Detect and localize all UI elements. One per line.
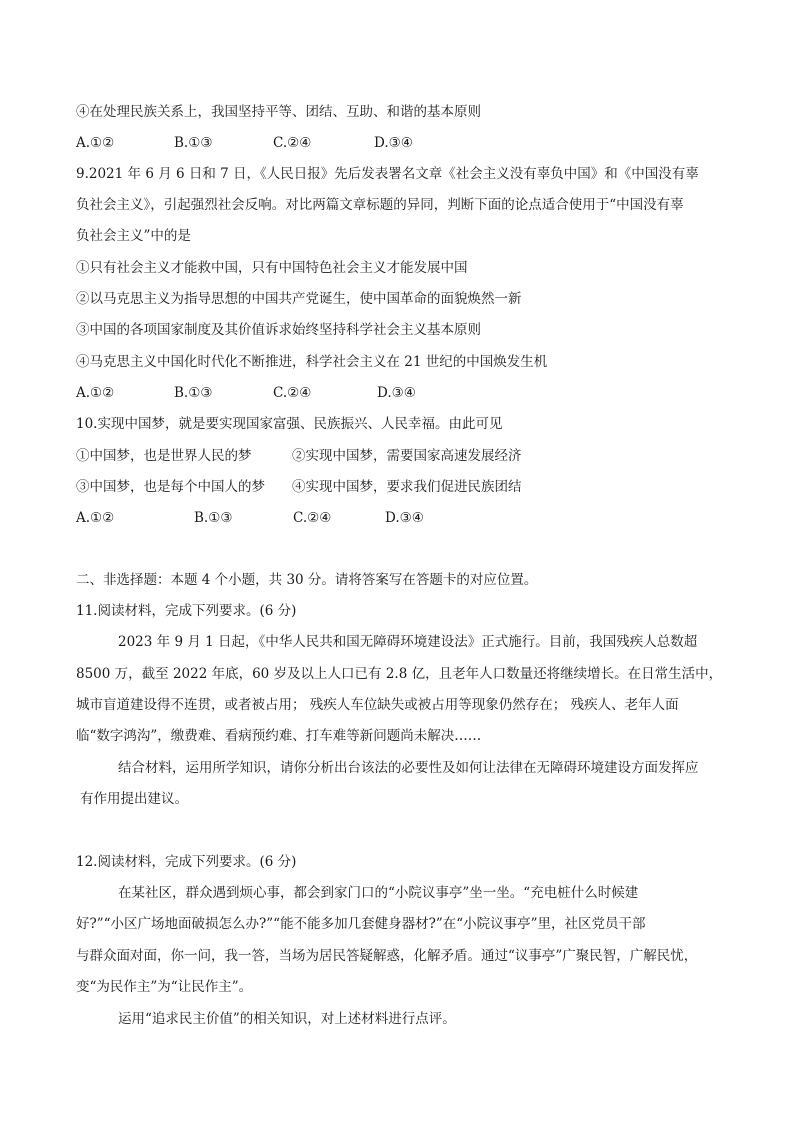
q8-item-4: ④在处理民族关系上，我国坚持平等、团结、互助、和谐的基本原则: [76, 104, 481, 120]
q10-options: [76, 508, 424, 528]
q8-options: [76, 133, 413, 153]
q10-items-row-1: [76, 446, 522, 466]
q9-item-1: ①只有社会主义才能救中国，只有中国特色社会主义才能发展中国: [76, 260, 468, 276]
q10-option-c: C.②④: [293, 510, 332, 526]
q12-material-line-3: 与群众面对面，你一问，我一答，当场为居民答疑解惑，化解矛盾。通过“议事亭”广聚民智，广解民忧，: [76, 948, 698, 964]
q10-items-row-2: [76, 477, 522, 497]
q9-stem-line-3: 负社会主义”中的是: [76, 228, 191, 244]
q10-option-a: A.①②: [76, 510, 115, 526]
q11-title: 11.阅读材料，完成下列要求。(6 分): [76, 603, 297, 619]
q9-stem-line-1: 9.2021 年 6 月 6 日和 7 日，《人民日报》先后发表署名文章《社会主义没有辜负中国》和《中国没有辜: [76, 166, 699, 182]
q12-material-line-1: 在某社区，群众遇到烦心事，都会到家门口的“小院议事亭”坐一坐。“充电桩什么时候建: [118, 885, 639, 901]
q9-option-a: A.①②: [76, 385, 115, 401]
q10-item-2: ②实现中国梦，需要国家高速发展经济: [292, 448, 522, 464]
q9-option-c: C.②④: [273, 385, 312, 401]
q12-task: 运用“追求民主价值”的相关知识，对上述材料进行点评。: [118, 1011, 456, 1027]
q11-material-line-4: 临“数字鸿沟”，缴费难、看病预约难、打车难等新问题尚未解决……: [76, 728, 482, 744]
q8-option-d: D.③④: [374, 135, 413, 151]
section-2-heading: 二、非选择题：本题 4 个小题，共 30 分。请将答案写在答题卡的对应位置。: [76, 572, 538, 588]
q9-stem-line-2: 负社会主义》，引起强烈社会反响。对比两篇文章标题的异同，判断下面的论点适合使用于“中国没有辜: [76, 197, 684, 213]
q9-item-4: ④马克思主义中国化时代化不断推进，科学社会主义在 21 世纪的中国焕发生机: [76, 354, 548, 370]
q10-item-3: ③中国梦，也是每个中国人的梦: [76, 479, 265, 495]
q12-material-line-4: 变“为民作主”为“让民作主”。: [76, 979, 253, 995]
q9-option-b: B.①③: [174, 385, 213, 401]
q10-item-4: ④实现中国梦，要求我们促进民族团结: [292, 479, 522, 495]
q11-material-line-2: 8500 万，截至 2022 年底，60 岁及以上人口已有 2.8 亿，且老年人口数量还将继续增长。在日常生活中，: [76, 666, 723, 682]
q11-material-line-1: 2023 年 9 月 1 日起，《中华人民共和国无障碍环境建设法》正式施行。目前，我国残疾人总数超: [118, 634, 698, 650]
q12-title: 12.阅读材料，完成下列要求。(6 分): [76, 854, 297, 870]
q10-option-b: B.①③: [194, 510, 233, 526]
q10-item-1: ①中国梦，也是世界人民的梦: [76, 448, 252, 464]
q10-option-d: D.③④: [385, 510, 424, 526]
q8-option-c: C.②④: [273, 135, 312, 151]
q8-option-a: A.①②: [76, 135, 115, 151]
q11-material-line-3: 城市盲道建设得不连贯，或者被占用； 残疾人车位缺失或被占用等现象仍然存在； 残疾人、老年人面: [76, 697, 679, 713]
q9-item-2: ②以马克思主义为指导思想的中国共产党诞生，使中国革命的面貌焕然一新: [76, 291, 522, 307]
q11-task-line-1: 结合材料，运用所学知识，请你分析出台该法的必要性及如何让法律在无障碍环境建设方面发挥应: [118, 760, 699, 776]
q9-option-d: D.③④: [377, 385, 416, 401]
q12-material-line-2: 好?”“小区广场地面破损怎么办?”“能不能多加几套健身器材?”在“小院议事亭”里，社区党员干部: [76, 916, 646, 932]
q9-options: [76, 383, 416, 403]
q9-item-3: ③中国的各项国家制度及其价值诉求始终坚持科学社会主义基本原则: [76, 322, 481, 338]
q11-task-line-2: 有作用提出建议。: [80, 791, 188, 807]
q8-option-b: B.①③: [174, 135, 213, 151]
q10-stem: 10.实现中国梦，就是要实现国家富强、民族振兴、人民幸福。由此可见: [76, 416, 503, 432]
